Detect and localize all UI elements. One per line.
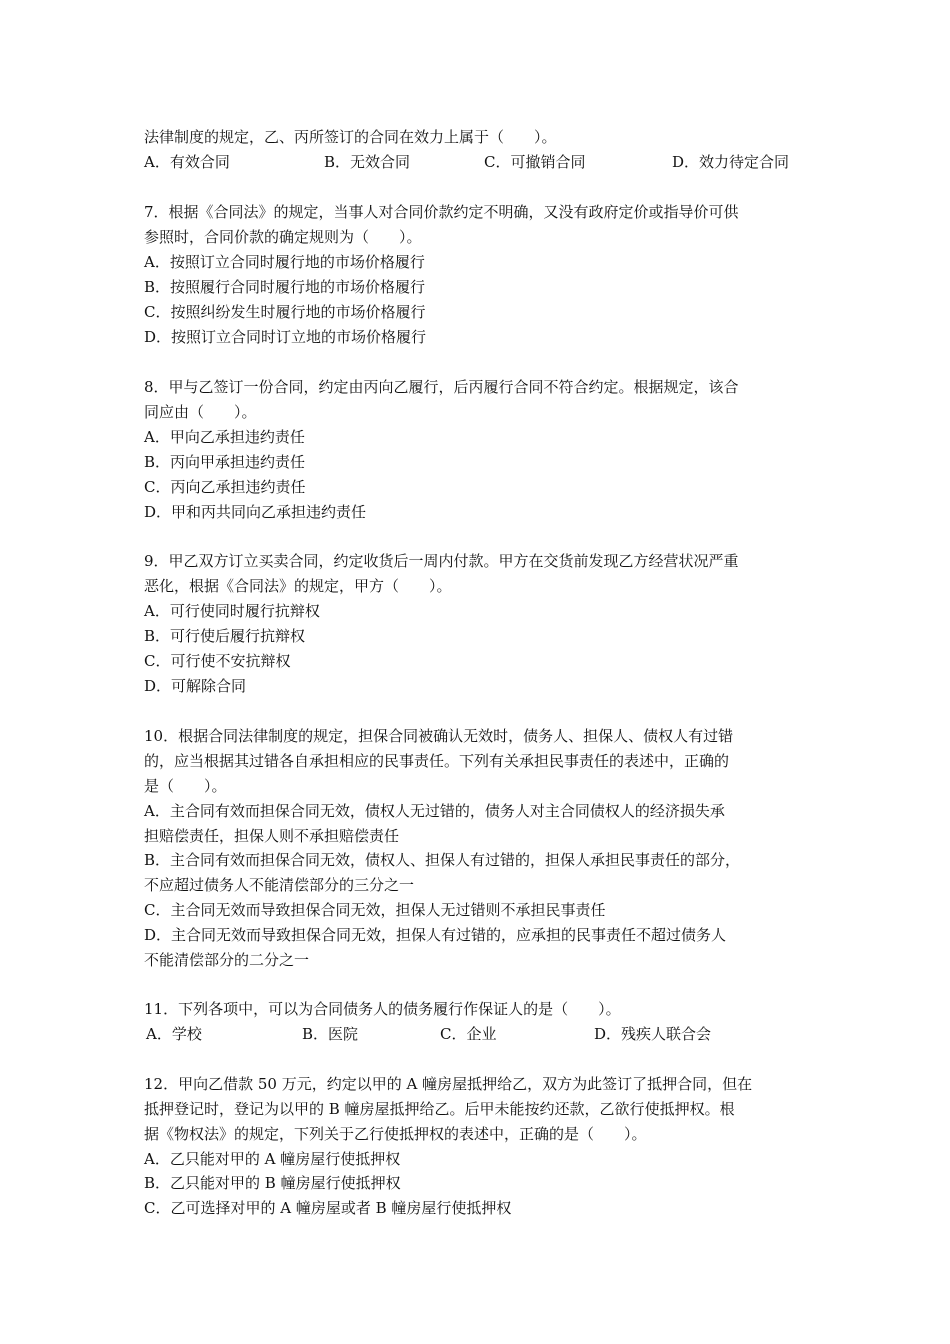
- q11-option-c: C．企业: [440, 1025, 497, 1043]
- q10-option-a-line: A．主合同有效而担保合同无效，债权人无过错的，债务人对主合同债权人的经济损失承: [144, 802, 725, 820]
- q12-stem-line: 12．甲向乙借款 50 万元，约定以甲的 A 幢房屋抵押给乙，双方为此签订了抵押合同，但在: [144, 1075, 753, 1093]
- q7-option-c: C．按照纠纷发生时履行地的市场价格履行: [144, 303, 426, 321]
- q12-stem-line: 抵押登记时，登记为以甲的 B 幢房屋抵押给乙。后甲未能按约还款，乙欲行使抵押权。根: [144, 1100, 735, 1118]
- q10-stem-line: 是（ ）。: [144, 777, 227, 795]
- q10-option-d-line: 不能清偿部分的二分之一: [144, 951, 310, 969]
- q12-option-a: A．乙只能对甲的 A 幢房屋行使抵押权: [144, 1150, 401, 1168]
- q10-option-d-line: D．主合同无效而导致担保合同无效，担保人有过错的，应承担的民事责任不超过债务人: [144, 926, 727, 944]
- q11-option-a: A．学校: [146, 1025, 202, 1043]
- q12-stem-line: 据《物权法》的规定，下列关于乙行使抵押权的表述中，正确的是（ ）。: [144, 1125, 647, 1143]
- q10-option-b-line: 不应超过债务人不能清偿部分的三分之一: [144, 876, 415, 894]
- q9-stem-line: 9．甲乙双方订立买卖合同，约定收货后一周内付款。甲方在交货前发现乙方经营状况严重: [144, 552, 739, 570]
- q9-option-b: B．可行使后履行抗辩权: [144, 627, 306, 645]
- q10-stem-line: 10．根据合同法律制度的规定，担保合同被确认无效时，债务人、担保人、债权人有过错: [144, 727, 734, 745]
- q8-option-d: D．甲和丙共同向乙承担违约责任: [144, 503, 367, 521]
- q11-option-d: D．残疾人联合会: [594, 1025, 712, 1043]
- q8-stem-line: 同应由（ ）。: [144, 403, 257, 421]
- q6-stem-tail: 法律制度的规定，乙、丙所签订的合同在效力上属于（ ）。: [144, 128, 557, 146]
- q11-stem: 11．下列各项中，可以为合同债务人的债务履行作保证人的是（ ）。: [144, 1000, 621, 1018]
- q12-option-c: C．乙可选择对甲的 A 幢房屋或者 B 幢房屋行使抵押权: [144, 1199, 512, 1217]
- q7-stem-line: 7．根据《合同法》的规定，当事人对合同价款约定不明确，又没有政府定价或指导价可供: [144, 203, 739, 221]
- q6-options: [144, 152, 816, 172]
- q8-option-b: B．丙向甲承担违约责任: [144, 453, 306, 471]
- q9-option-c: C．可行使不安抗辩权: [144, 652, 291, 670]
- q7-option-a: A．按照订立合同时履行地的市场价格履行: [144, 253, 425, 271]
- q10-option-a-line: 担赔偿责任，担保人则不承担赔偿责任: [144, 827, 400, 845]
- q12-option-b: B．乙只能对甲的 B 幢房屋行使抵押权: [144, 1174, 401, 1192]
- q6-option-d: D．效力待定合同: [672, 153, 790, 171]
- q9-option-d: D．可解除合同: [144, 677, 247, 695]
- q11-option-b: B．医院: [302, 1025, 359, 1043]
- q7-option-d: D．按照订立合同时订立地的市场价格履行: [144, 328, 427, 346]
- q7-stem-line: 参照时，合同价款的确定规则为（ ）。: [144, 228, 422, 246]
- q8-stem-line: 8．甲与乙签订一份合同，约定由丙向乙履行，后丙履行合同不符合约定。根据规定，该合: [144, 378, 739, 396]
- q10-option-b-line: B．主合同有效而担保合同无效，债权人、担保人有过错的，担保人承担民事责任的部分，: [144, 851, 741, 869]
- q9-option-a: A．可行使同时履行抗辩权: [144, 602, 320, 620]
- q7-option-b: B．按照履行合同时履行地的市场价格履行: [144, 278, 426, 296]
- q6-option-b: B．无效合同: [324, 153, 411, 171]
- q6-option-a: A．有效合同: [144, 153, 230, 171]
- q8-option-c: C．丙向乙承担违约责任: [144, 478, 306, 496]
- q6-option-c: C．可撤销合同: [484, 153, 586, 171]
- q9-stem-line: 恶化，根据《合同法》的规定，甲方（ ）。: [144, 577, 452, 595]
- q10-stem-line: 的，应当根据其过错各自承担相应的民事责任。下列有关承担民事责任的表述中，正确的: [144, 752, 730, 770]
- q8-option-a: A．甲向乙承担违约责任: [144, 428, 305, 446]
- q11-options: [144, 1024, 816, 1044]
- q10-option-c-line: C．主合同无效而导致担保合同无效，担保人无过错则不承担民事责任: [144, 901, 606, 919]
